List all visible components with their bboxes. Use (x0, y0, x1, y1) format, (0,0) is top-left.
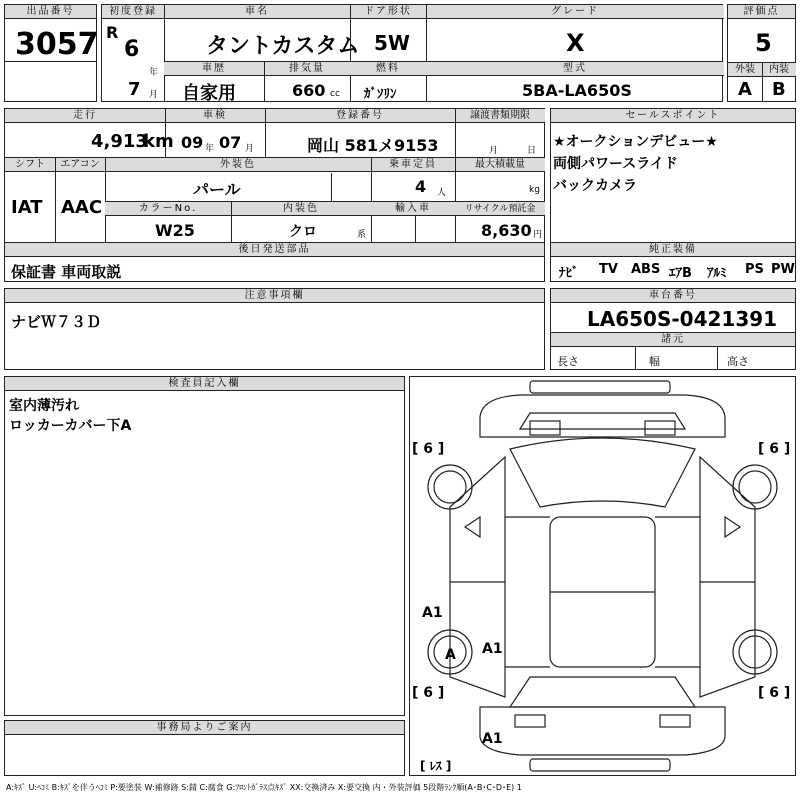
equip-airbag: ｴｱB (669, 266, 692, 281)
spec-label: 諸元 (551, 333, 795, 347)
damage-diagram (409, 376, 796, 776)
model-label: 型式 (426, 62, 724, 76)
insp-year-unit: 年 (205, 144, 215, 154)
door-type: 5W (374, 31, 410, 55)
br-count: [ 6 ] (758, 685, 791, 701)
int-score: B (772, 79, 786, 100)
info-box (101, 4, 723, 102)
inspector-line-2: ロッカーカバー下A (9, 418, 132, 434)
bl-count: [ 6 ] (412, 685, 445, 701)
color-number: W25 (155, 221, 195, 240)
equip-label: 純正装備 (551, 243, 795, 257)
insp-month: 07 (219, 133, 242, 152)
ac-label: エアコン (55, 158, 105, 172)
transfer-label: 譲渡書類期限 (455, 109, 545, 123)
ext-label: 外装 (728, 63, 762, 77)
interior-color: クロ (289, 224, 317, 240)
reg-year-unit: 年 (149, 68, 159, 78)
lot-label: 出品番号 (5, 5, 96, 19)
reg-year: 6 (124, 37, 140, 62)
a-circle: A (445, 647, 456, 663)
spec-length: 長さ (557, 355, 579, 368)
intcolor-label: 内装色 (231, 202, 371, 216)
equip-tv: TV (599, 262, 618, 277)
km-label: 走行 (5, 109, 165, 123)
score: 5 (755, 29, 772, 57)
colorno-label: カラーNo. (105, 202, 231, 216)
details-box (4, 108, 545, 282)
reg-era: R (106, 23, 119, 42)
interior-color-unit: 系 (357, 230, 367, 240)
sales-box (550, 108, 796, 282)
displacement: 660 (292, 81, 326, 100)
notes-text: ナビＷ７３Ｄ (11, 313, 102, 331)
cap-label: 乗車定員 (371, 158, 455, 172)
lot-box (4, 4, 97, 102)
spec-height: 高さ (727, 355, 749, 368)
car-diagram (410, 377, 795, 775)
tr-count: [ 6 ] (758, 441, 791, 457)
insp-month-unit: 月 (245, 144, 255, 154)
notes-box (4, 288, 545, 370)
inspector-label: 検査員記入欄 (5, 377, 404, 391)
equip-abs: ABS (631, 262, 661, 277)
transfer-day-unit: 日 (527, 146, 537, 156)
fuel: ｶﾞｿﾘﾝ (364, 87, 397, 102)
later-parts: 保証書 車両取説 (11, 263, 122, 281)
score-label: 評価点 (728, 5, 795, 19)
fuel-label: 燃料 (350, 62, 426, 76)
sales-line-3: バックカメラ (553, 178, 637, 194)
insp-year: 09 (181, 133, 204, 152)
legend: A:ｷｽﾞ U:ﾍｺﾐ B:ｷｽﾞを伴うﾍｺﾐ P:要塗装 W:補修跡 S:錆 C:腐食 G:ﾌﾛﾝﾄｶﾞﾗｽ点ｷｽﾞ XX:交換済み X:要交換 内・外装評価 5段階ﾗﾝｸ順(A･B･C･D･E) 1 (6, 783, 522, 792)
office-box (4, 720, 405, 776)
color-label: 外装色 (105, 158, 371, 172)
a1-left: A1 (422, 605, 443, 621)
recycle-unit: 円 (533, 230, 543, 240)
a1-bottom: A1 (482, 731, 503, 747)
plate-label: 登録番号 (265, 109, 455, 123)
reg-month: 7 (128, 79, 141, 100)
grade-label: グレード (426, 5, 724, 19)
disp-unit: cc (330, 89, 340, 99)
res-label: [ ﾚｽ ] (420, 759, 452, 773)
recycle-label: リサイクル預託金 (455, 202, 545, 216)
score-box (727, 4, 796, 102)
equip-navi: ﾅﾋﾞ (559, 266, 579, 281)
reg-month-unit: 月 (149, 90, 159, 100)
ext-score: A (738, 79, 752, 100)
name-label: 車名 (164, 5, 350, 19)
grade: X (566, 29, 585, 57)
recycle-fee: 8,630 (481, 221, 532, 240)
equip-ps: PS (745, 262, 764, 277)
later-label: 後日発送部品 (5, 243, 544, 257)
mileage: 4,913 (91, 131, 148, 152)
spec-width: 幅 (649, 355, 660, 368)
disp-label: 排気量 (264, 62, 350, 76)
door-label: ドア形状 (350, 5, 426, 19)
car-name: タントカスタム (206, 34, 360, 59)
capacity: 4 (415, 177, 427, 196)
office-label: 事務局よりご案内 (5, 721, 404, 735)
load-unit: kg (529, 185, 540, 195)
load-label: 最大積載量 (455, 158, 545, 172)
equip-pw: PW (771, 262, 795, 277)
capacity-unit: 人 (437, 188, 447, 198)
inspector-line-1: 室内薄汚れ (9, 398, 79, 414)
sales-label: セールスポイント (551, 109, 795, 123)
lot-number: 3057 (15, 27, 99, 62)
import-label: 輸入車 (371, 202, 455, 216)
equip-alloy: ｱﾙﾐ (707, 266, 727, 281)
sales-line-2: 両側パワースライド (553, 156, 678, 172)
inspector-box (4, 376, 405, 716)
shift-label: シフト (5, 158, 55, 172)
shift: IAT (11, 197, 43, 218)
mileage-unit: km (143, 131, 174, 152)
chassis-number: LA650S-0421391 (587, 307, 778, 331)
a1-mid: A1 (482, 641, 503, 657)
history: 自家用 (182, 83, 236, 104)
chassis-label: 車台番号 (551, 289, 795, 303)
insp-label: 車検 (165, 109, 265, 123)
tl-count: [ 6 ] (412, 441, 445, 457)
sales-line-1: ★オークションデビュー★ (553, 134, 718, 150)
history-label: 車歴 (164, 62, 264, 76)
int-label: 内装 (762, 63, 796, 77)
reg-label: 初度登録 (102, 5, 164, 19)
aircon: AAC (61, 197, 103, 218)
exterior-color: パール (193, 180, 241, 199)
plate-number: 岡山 581メ9153 (307, 136, 439, 155)
model: 5BA-LA650S (522, 81, 632, 100)
chassis-box (550, 288, 796, 370)
notes-label: 注意事項欄 (5, 289, 544, 303)
transfer-month-unit: 月 (489, 146, 499, 156)
